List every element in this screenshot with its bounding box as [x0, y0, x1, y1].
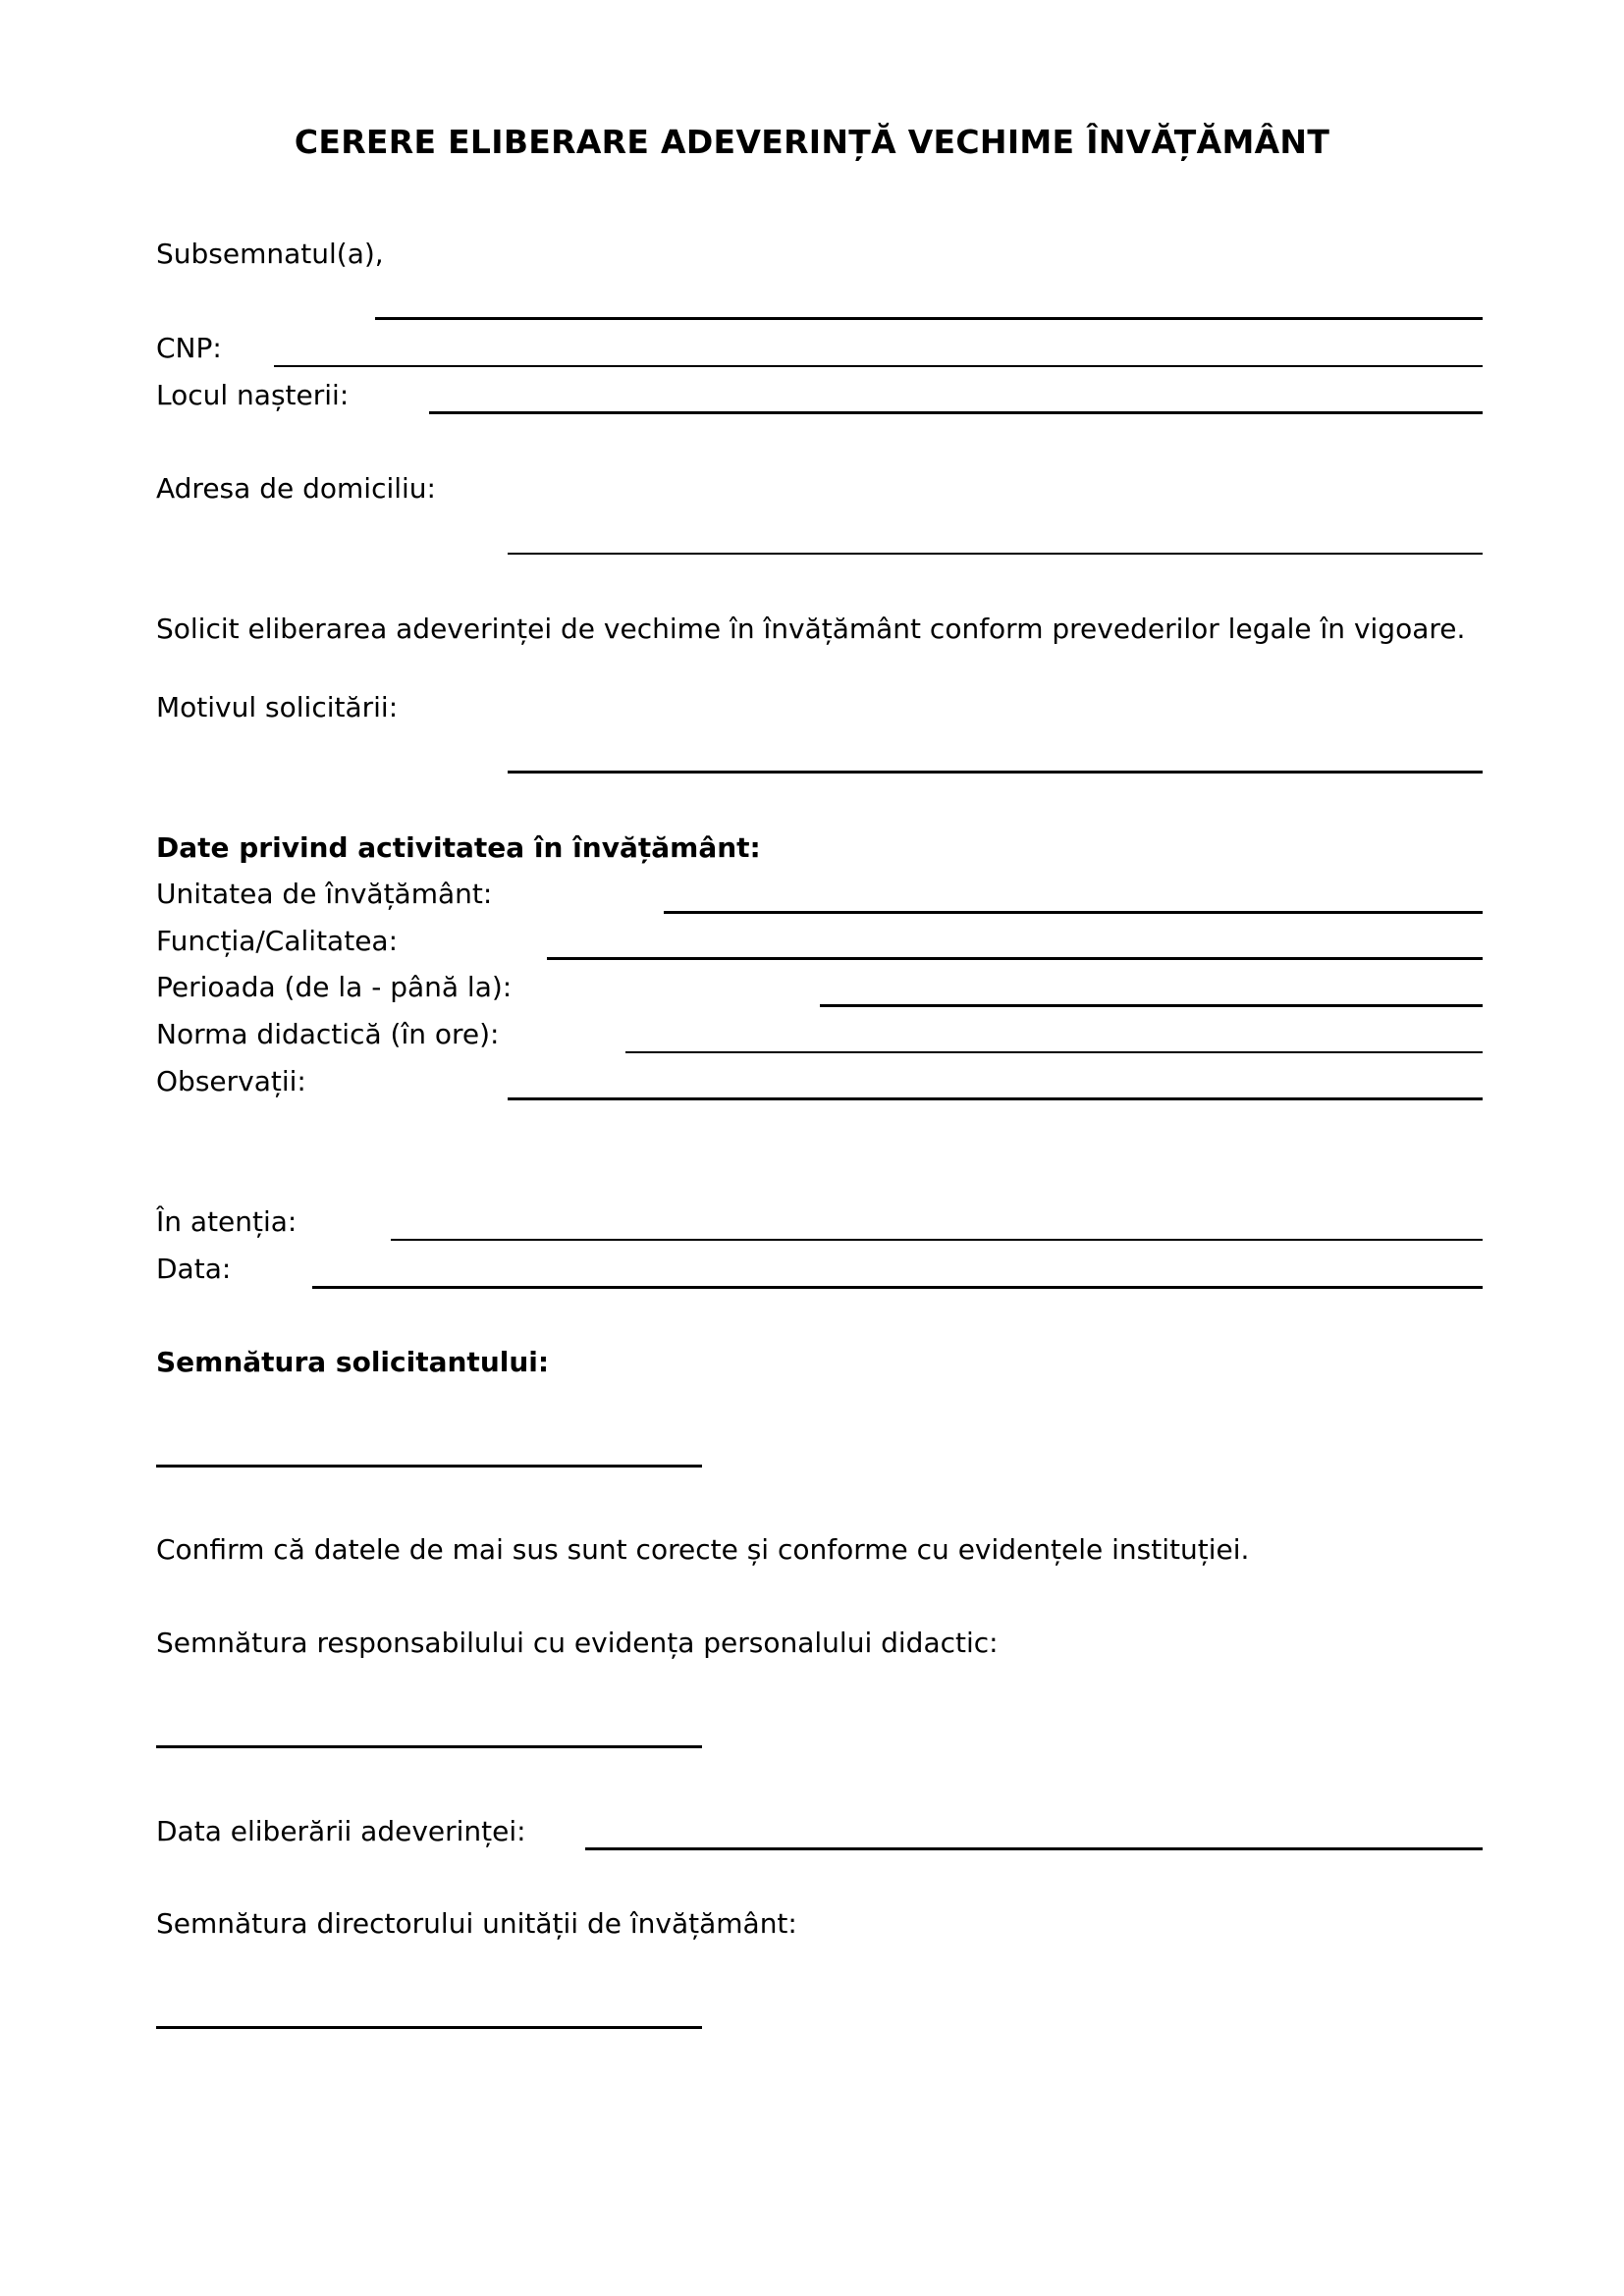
issue-date-label: Data eliberării adeverinței:	[156, 1815, 526, 1847]
document-title: CERERE ELIBERARE ADEVERINȚĂ VECHIME ÎNVĂȚĂMÂNT	[294, 123, 1330, 161]
norm-label: Norma didactică (în ore):	[156, 1018, 500, 1050]
reason-field[interactable]	[508, 771, 1483, 774]
period-field[interactable]	[820, 1004, 1483, 1007]
hr-signature-field[interactable]	[156, 1745, 702, 1748]
attention-label: În atenția:	[156, 1205, 298, 1238]
birthplace-field[interactable]	[429, 411, 1483, 414]
date-label: Data:	[156, 1253, 232, 1285]
function-field[interactable]	[547, 957, 1483, 960]
address-label: Adresa de domiciliu:	[156, 472, 436, 505]
cnp-field[interactable]	[274, 365, 1483, 367]
function-label: Funcția/Calitatea:	[156, 925, 399, 957]
hr-signature-label: Semnătura responsabilului cu evidența personalului didactic:	[156, 1627, 999, 1659]
applicant-intro-label: Subsemnatul(a),	[156, 238, 384, 270]
issue-date-field[interactable]	[585, 1847, 1483, 1850]
norm-field[interactable]	[625, 1051, 1483, 1053]
observations-label: Observații:	[156, 1065, 306, 1097]
director-signature-field[interactable]	[156, 2026, 702, 2029]
applicant-signature-field[interactable]	[156, 1465, 702, 1468]
attention-field[interactable]	[391, 1239, 1483, 1241]
activity-heading: Date privind activitatea în învățământ:	[156, 831, 761, 864]
applicant-name-field[interactable]	[375, 317, 1483, 320]
period-label: Perioada (de la - până la):	[156, 971, 513, 1003]
request-statement: Solicit eliberarea adeverinței de vechime în învățământ conform prevederilor legale în vigoare.	[156, 613, 1466, 645]
applicant-signature-label: Semnătura solicitantului:	[156, 1346, 550, 1378]
director-signature-label: Semnătura directorului unității de învățământ:	[156, 1907, 797, 1940]
cnp-label: CNP:	[156, 332, 222, 364]
observations-field[interactable]	[508, 1097, 1483, 1100]
date-field[interactable]	[312, 1286, 1483, 1289]
confirmation-text: Confirm că datele de mai sus sunt corecte și conforme cu evidențele instituției.	[156, 1533, 1250, 1566]
reason-label: Motivul solicitării:	[156, 691, 399, 723]
unit-label: Unitatea de învățământ:	[156, 878, 493, 910]
unit-field[interactable]	[664, 911, 1483, 914]
birthplace-label: Locul nașterii:	[156, 379, 350, 411]
address-field[interactable]	[508, 553, 1483, 555]
